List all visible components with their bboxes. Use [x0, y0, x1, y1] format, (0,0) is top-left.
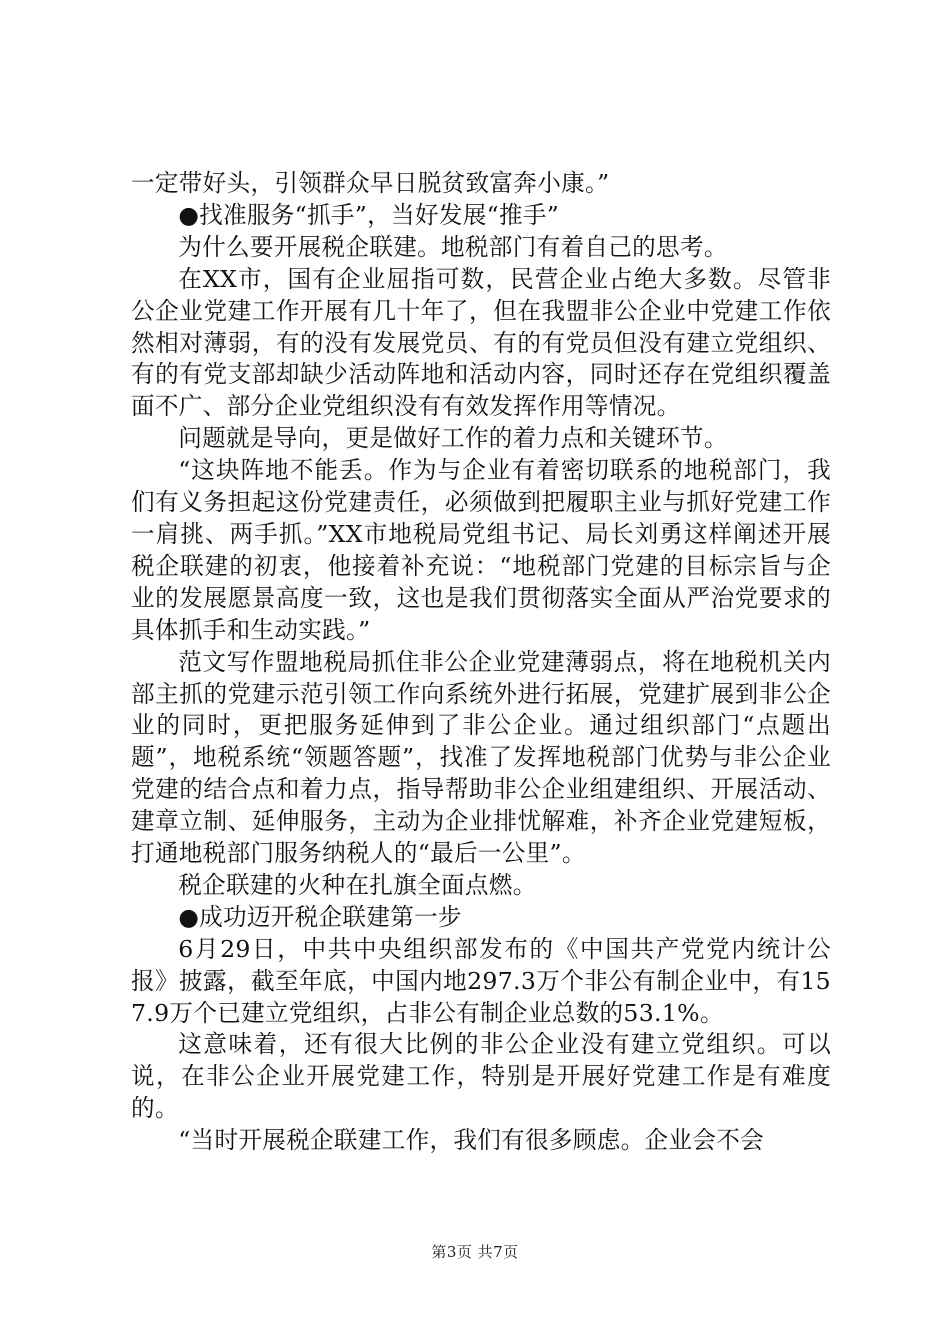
page-number-label: 第3页 共7页 — [431, 1243, 519, 1261]
paragraph: 在XX市，国有企业屈指可数，民营企业占绝大多数。尽管非公企业党建工作开展有几十年了，但在我盟非公企业中党建工作依然相对薄弱，有的没有发展党员、有的有党员但没有建立党组织、有的有党支部却缺少活动阵地和活动内容，同时还存在党组织覆盖面不广、部分企业党组织没有有效发挥作用等情况。 — [131, 264, 831, 421]
section-heading: ●成功迈开税企联建第一步 — [178, 902, 462, 931]
paragraph: 6月29日，中共中央组织部发布的《中国共产党党内统计公报》披露，截至年底，中国内地297.3万个非公有制企业中，有157.9万个已建立党组织，占非公有制企业总数的53.1%。 — [131, 934, 831, 1027]
paragraph: “当时开展税企联建工作，我们有很多顾虑。企业会不会 — [178, 1126, 764, 1155]
section-heading: ●找准服务“抓手”，当好发展“推手” — [178, 200, 560, 229]
paragraph: 一定带好头，引领群众早日脱贫致富奔小康。” — [131, 169, 610, 197]
paragraph: 问题就是导向，更是做好工作的着力点和关键环节。 — [178, 424, 728, 453]
paragraph: “这块阵地不能丢。作为与企业有着密切联系的地税部门，我们有义务担起这份党建责任，必须做到把履职主业与抓好党建工作一肩挑、两手抓。”XX市地税局党组书记、局长刘勇这样阐述开展税企联建的初衷，他接着补充说：“地税部门党建的目标宗旨与企业的发展愿景高度一致，这也是我们贯彻落实全面从严治党要求的具体抓手和生动实践。” — [131, 456, 831, 644]
article-body — [131, 168, 831, 1157]
paragraph: 为什么要开展税企联建。地税部门有着自己的思考。 — [178, 232, 728, 261]
page-footer — [0, 1241, 950, 1262]
paragraph: 这意味着，还有很大比例的非公企业没有建立党组织。可以说，在非公企业开展党建工作，特别是开展好党建工作是有难度的。 — [131, 1030, 831, 1123]
paragraph: 范文写作盟地税局抓住非公企业党建薄弱点，将在地税机关内部主抓的党建示范引领工作向系统外进行拓展，党建扩展到非公企业的同时，更把服务延伸到了非公企业。通过组织部门“点题出题”，地税系统“领题答题”，找准了发挥地税部门优势与非公企业党建的结合点和着力点，指导帮助非公企业组建组织、开展活动、建章立制、延伸服务，主动为企业排忧解难，补齐企业党建短板，打通地税部门服务纳税人的“最后一公里”。 — [131, 647, 831, 868]
paragraph: 税企联建的火种在扎旗全面点燃。 — [178, 870, 537, 899]
